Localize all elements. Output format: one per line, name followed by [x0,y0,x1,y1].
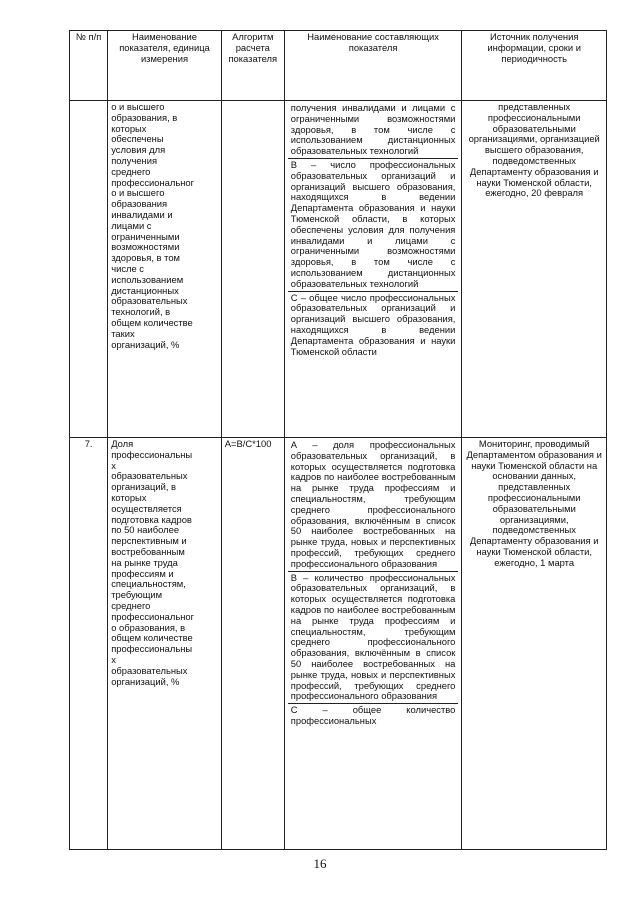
table-row [70,438,607,850]
components-cell [284,438,462,850]
algorithm-cell [221,101,284,438]
component-item: B – количество профессиональных образовательных организаций, в которых осуществляется подготовка кадров по наиболее востребованным на рынке труда профессиям и специальностям, требующим среднего профессионального образования, включённым в список 50 наиболее востребованных на рынке труда, новых и перспективных профессий, требующих среднего профессионального образования [288,572,459,705]
component-item: C – общее количество профессиональных [290,704,456,726]
header-indicator-name: Наименование показателя, единица измерения [108,31,222,101]
component-item: B – число профессиональных образовательных организаций и организаций высшего образования, находящихся в ведении Департамента образования и науки Тюменской области, в которых обеспечены условия для получения инвалидами и лицами с ограниченными возможностями здоровья, в том числе с использованием дистанционных образовательных технологий [288,159,459,292]
row-number: 7. [70,438,108,850]
page-number: 16 [313,856,327,871]
component-item: C – общее число профессиональных образовательных организаций и организаций высшего образования, находящихся в ведении Департамента образования и науки Тюменской области [290,291,456,357]
component-item: A – доля профессиональных образовательных организаций, в которых осуществляется подготовка кадров по наиболее востребованным на рынке труда профессиям и специальностям, требующим среднего профессионального образования, включённым в список 50 наиболее востребованных на рынке труда, новых и перспективных профессий, требующих среднего профессионального образования [288,439,459,572]
table-row [70,101,607,438]
indicator-name: Доля профессиональны х образовательных организаций, в которых осуществляется подготовка кадров по 50 наиболее перспективным и востребованным на рынке труда профессиям и специальностям, требующим среднего профессиональног о образования, в общем количестве профессиональны х образовательных организаций, % [108,438,222,850]
source-cell: представленных профессиональными образовательными организациями, организацией высшего образования, подведомственных Департаменту образования и науки Тюменской области, ежегодно, 20 февраля [462,101,607,438]
algorithm-cell: A=B/C*100 [221,438,284,850]
components-cell [284,101,462,438]
header-components: Наименование составляющих показателя [284,31,462,101]
header-source: Источник получения информации, сроки и периодичность [462,31,607,101]
component-item: получения инвалидами и лицами с ограниченными возможностями здоровья, в том числе с использованием дистанционных образовательных технологий [288,102,459,159]
table-header-row [70,31,607,101]
indicator-name: о и высшего образования, в которых обеспечены условия для получения среднего профессиональног о и высшего образования инвалидами и лицами с ограниченными возможностями здоровья, в том числе с использованием дистанционных образовательных технологий, в общем количестве таких организаций, % [108,101,222,438]
header-num: № п/п [70,31,108,101]
source-cell: Мониторинг, проводимый Департаментом образования и науки Тюменской области на основании данных, представленных профессиональными образовательными организациями, подведомственных Департаменту образования и науки Тюменской области, ежегодно, 1 марта [462,438,607,850]
header-algorithm: Алгоритм расчета показателя [221,31,284,101]
row-number [70,101,108,438]
indicators-table [69,30,607,850]
